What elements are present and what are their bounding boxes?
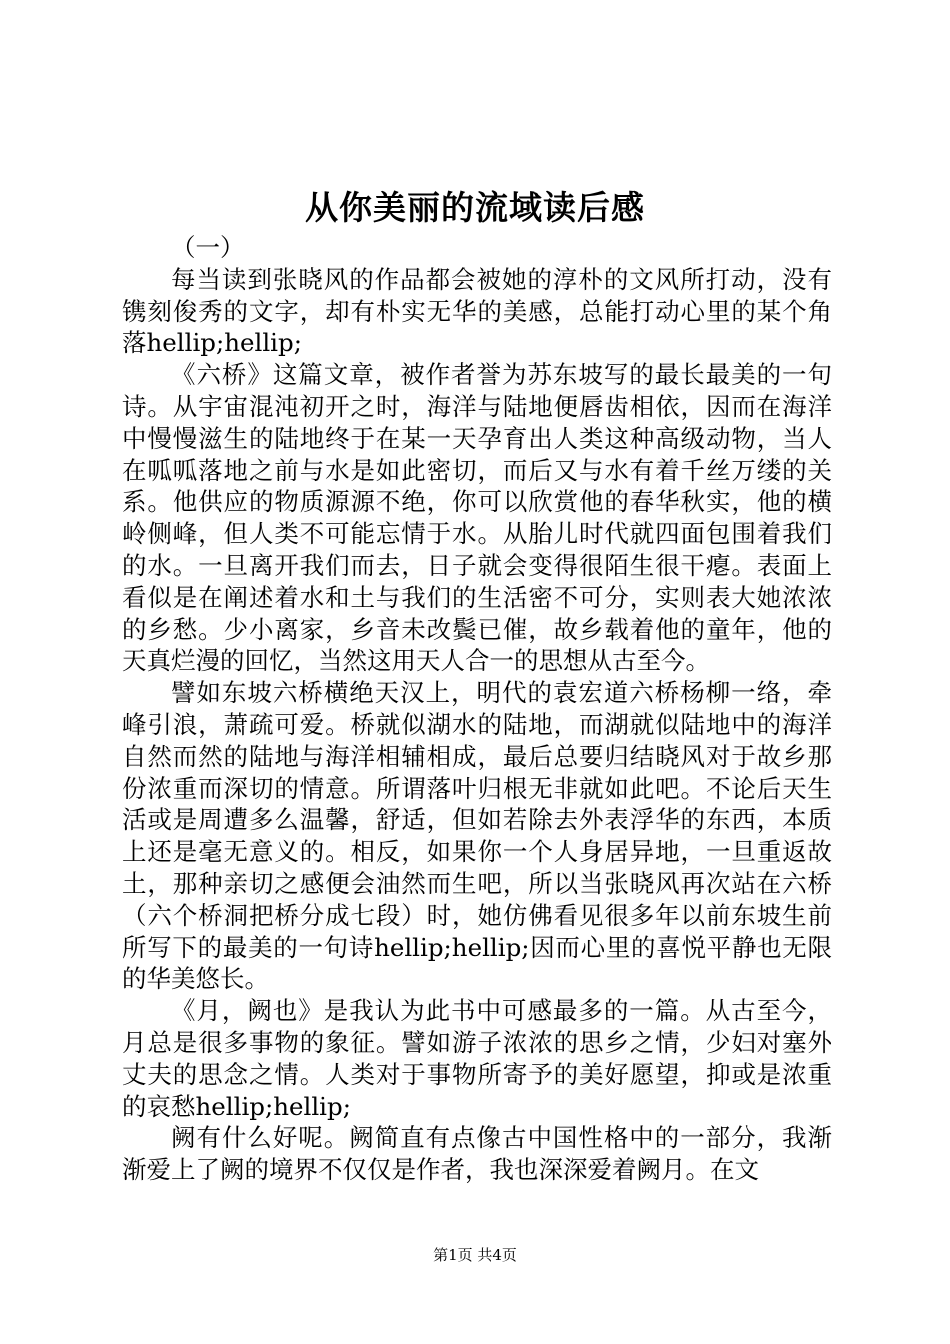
document-body <box>122 232 832 1186</box>
paragraph: 譬如东坡六桥横绝天汉上，明代的袁宏道六桥杨柳一络，牵峰引浪，萧疏可爱。桥就似湖水的陆地，而湖就似陆地中的海洋自然而然的陆地与海洋相辅相成，最后总要归结晓风对于故乡那份浓重而深切的情意。所谓落叶归根无非就如此吧。不论后天生活或是周遭多么温馨，舒适，但如若除去外表浮华的东西，本质上还是毫无意义的。相反，如果你一个人身居异地，一旦重返故土，那种亲切之感便会油然而生吧，所以当张晓风再次站在六桥（六个桥洞把桥分成七段）时，她仿佛看见很多年以前东坡生前所写下的最美的一句诗hellip;hellip;因而心里的喜悦平静也无限的华美悠长。 <box>122 678 832 994</box>
paragraph: 每当读到张晓风的作品都会被她的淳朴的文风所打动，没有镌刻俊秀的文字，却有朴实无华的美感，总能打动心里的某个角落hellip;hellip; <box>122 264 832 358</box>
paragraph: 《月，阙也》是我认为此书中可感最多的一篇。从古至今，月总是很多事物的象征。譬如游子浓浓的思乡之情，少妇对塞外丈夫的思念之情。人类对于事物所寄予的美好愿望，抑或是浓重的哀愁hellip;hellip; <box>122 996 832 1121</box>
document-title: 从你美丽的流域读后感 <box>305 188 645 227</box>
paragraph: 阙有什么好呢。阙简直有点像古中国性格中的一部分，我渐渐爱上了阙的境界不仅仅是作者，我也深深爱着阙月。在文 <box>122 1123 832 1185</box>
page-footer: 第1页 共4页 <box>433 1246 517 1264</box>
paragraph-section-marker: （一） <box>171 233 245 262</box>
paragraph: 《六桥》这篇文章，被作者誉为苏东坡写的最长最美的一句诗。从宇宙混沌初开之时，海洋与陆地便唇齿相依，因而在海洋中慢慢滋生的陆地终于在某一天孕育出人类这种高级动物，当人在呱呱落地之前与水是如此密切，而后又与水有着千丝万缕的关系。他供应的物质源源不绝，你可以欣赏他的春华秋实，他的横岭侧峰，但人类不可能忘情于水。从胎儿时代就四面包围着我们的水。一旦离开我们而去，日子就会变得很陌生很干瘪。表面上看似是在阐述着水和土与我们的生活密不可分，实则表大她浓浓的乡愁。少小离家，乡音未改鬓已催，故乡载着他的童年，他的天真烂漫的回忆，当然这用天人合一的思想从古至今。 <box>122 360 832 676</box>
